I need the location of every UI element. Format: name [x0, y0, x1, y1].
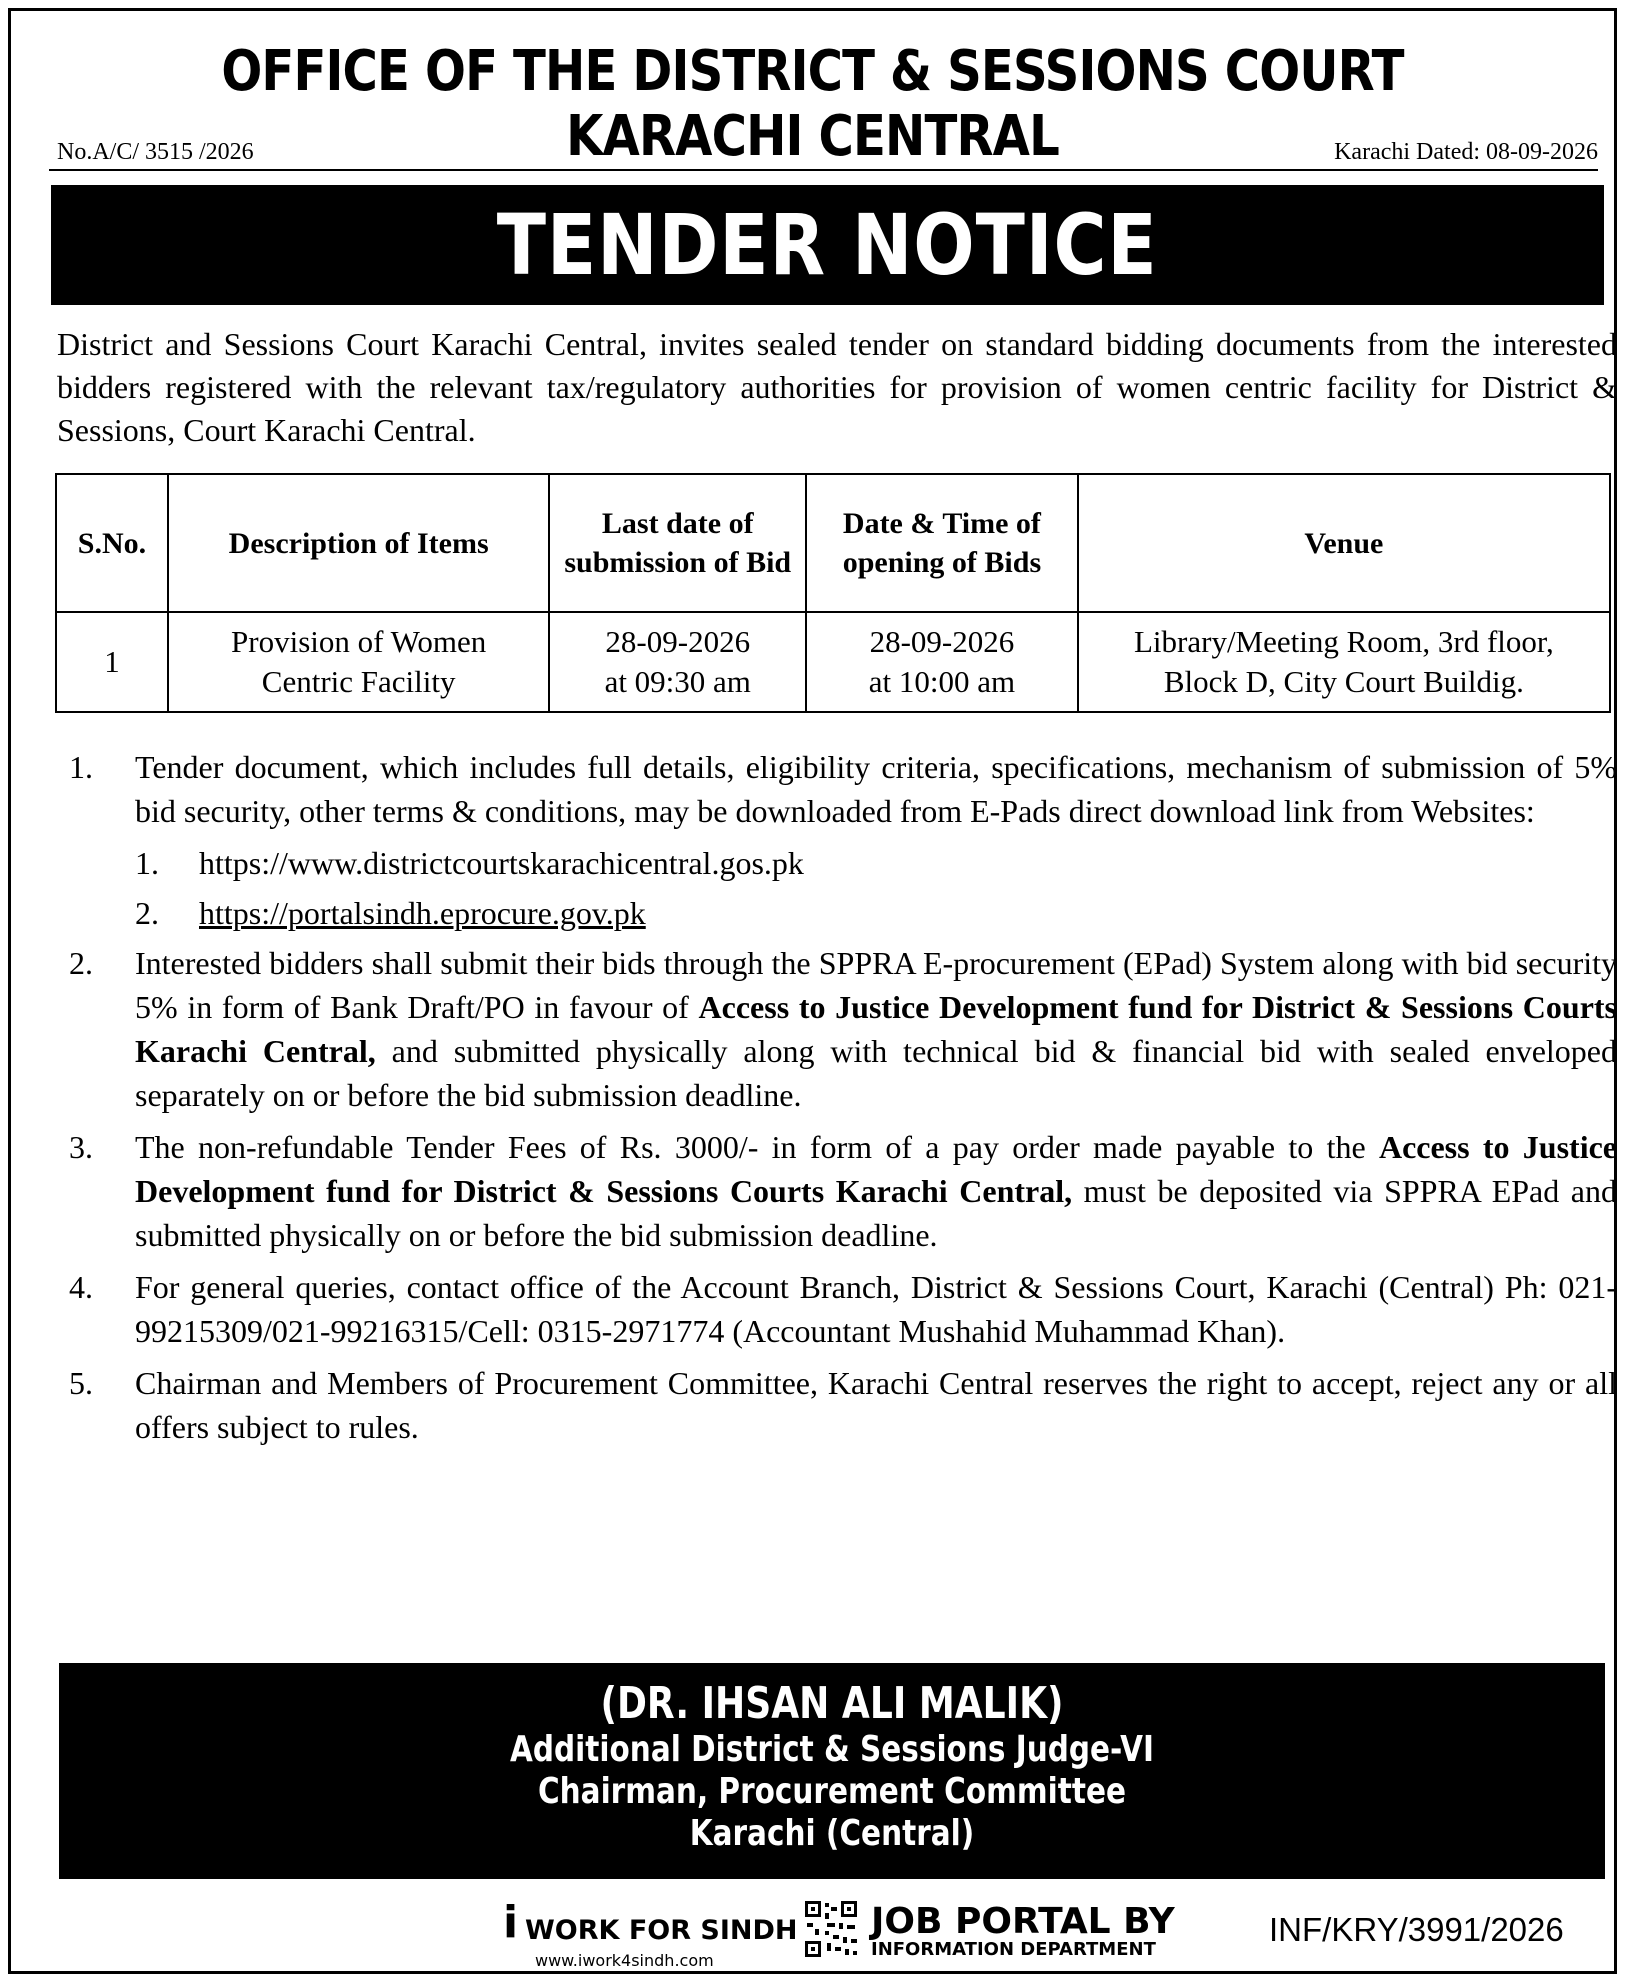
cell-opening [806, 612, 1078, 712]
cell-venue-l1: Library/Meeting Room, 3rd floor, [1133, 624, 1554, 659]
list-item [57, 1125, 1617, 1257]
header-venue: Venue [1078, 474, 1610, 612]
cell-sno: 1 [56, 612, 168, 712]
iwork-url[interactable]: www.iwork4sindh.com [535, 1951, 714, 1970]
tender-notice-banner [51, 185, 1604, 305]
header-description: Description of Items [168, 474, 549, 612]
signatory-title-2: Chairman, Procurement Committee [537, 1771, 1127, 1812]
item-number: 2. [69, 945, 93, 981]
cell-description-l1: Provision of Women [231, 624, 487, 659]
dated: Karachi Dated: 08-09-2026 [1334, 139, 1598, 165]
office-title: OFFICE OF THE DISTRICT & SESSIONS COURT KARACHI CENTRAL [221, 39, 1404, 169]
portal-title: JOB PORTAL BY [871, 1901, 1175, 1942]
website-link-item [57, 891, 1617, 935]
cell-description-l2: Centric Facility [261, 664, 456, 699]
cell-last-date-l1: 28-09-2026 [605, 624, 751, 659]
reference-row [49, 135, 1598, 171]
qr-code-icon [803, 1899, 859, 1959]
header-opening: Date & Time of opening of Bids [806, 474, 1078, 612]
cell-opening-l1: 28-09-2026 [869, 624, 1015, 659]
signatory-title-1: Additional District & Sessions Judge-VI [510, 1729, 1154, 1770]
intro-paragraph: District and Sessions Court Karachi Central, invites sealed tender on standard bidding documents from the interested bidders registered with the relevant tax/regulatory authorities for provision of women centric facility for District & Sessions, Court Karachi Central. [57, 326, 1617, 448]
cell-description [168, 612, 549, 712]
website-link-1[interactable]: https://www.districtcourtskarachicentral.gos.pk [199, 845, 804, 881]
cell-last-date [549, 612, 806, 712]
item-text: The non-refundable Tender Fees of Rs. 3000/- in form of a pay order made payable to the [135, 1129, 1379, 1165]
cell-last-date-l2: at 09:30 am [604, 664, 751, 699]
list-item [57, 941, 1617, 1117]
tender-table [55, 473, 1611, 713]
list-item [57, 1265, 1617, 1353]
header-last-date: Last date of submission of Bid [549, 474, 806, 612]
item-number: 3. [69, 1129, 93, 1165]
item-text: For general queries, contact office of the Account Branch, District & Sessions Court, Karachi (Central) Ph: 021-99215309/021-99216315/Cell: 0315-2971774 (Accountant Mushahid Muhammad Khan). [135, 1269, 1617, 1349]
iwork-title: WORK FOR SINDH [525, 1915, 798, 1946]
item-text-bold: Access to Justice Development fund for District & Sessions Courts Karachi Central, [135, 989, 1618, 1069]
cell-opening-l2: at 10:00 am [868, 664, 1016, 699]
link-number: 1. [135, 845, 159, 881]
job-portal-logo [871, 1903, 1175, 1959]
list-item [57, 1361, 1617, 1449]
terms-list [57, 745, 1617, 1457]
item-text: must be deposited via SPPRA EPad and submitted physically on or before the bid submission deadline. [135, 1173, 1618, 1253]
banner-text: TENDER NOTICE [497, 196, 1158, 294]
item-number: 4. [69, 1269, 93, 1305]
header-sno: S.No. [56, 474, 168, 612]
notice-page [8, 8, 1617, 1974]
item-number: 1. [69, 749, 93, 785]
item-number: 5. [69, 1365, 93, 1401]
item-text-bold: Access to Justice Development fund for District & Sessions Courts Karachi Central, [135, 1129, 1618, 1209]
signature-block [59, 1663, 1605, 1879]
inf-number: INF/KRY/3991/2026 [1269, 1911, 1564, 1948]
item-text: Interested bidders shall submit their bids through the SPPRA E-procurement (EPad) System along with bid security 5% in form of Bank Draft/PO in favour of [135, 945, 1617, 1025]
reference-number: No.A/C/ 3515 /2026 [57, 139, 254, 165]
link-number: 2. [135, 895, 159, 931]
portal-subtitle: INFORMATION DEPARTMENT [871, 1939, 1156, 1960]
iwork-i-icon: i [503, 1897, 519, 1948]
website-link-item [57, 841, 1617, 885]
item-text: Chairman and Members of Procurement Committee, Karachi Central reserves the right to accept, reject any or all offers subject to rules. [135, 1365, 1617, 1445]
signatory-name: (DR. IHSAN ALI MALIK) [600, 1678, 1064, 1729]
cell-venue [1078, 612, 1610, 712]
table-header-row [56, 474, 1610, 612]
item-text: and submitted physically along with technical bid & financial bid with sealed enveloped separately on or before the bid submission deadline. [135, 1033, 1618, 1113]
signatory-title-3: Karachi (Central) [689, 1813, 975, 1854]
table-row [56, 612, 1610, 712]
footer [11, 1897, 1614, 1970]
website-link-2[interactable]: https://portalsindh.eprocure.gov.pk [199, 895, 646, 931]
item-text: Tender document, which includes full details, eligibility criteria, specifications, mechanism of submission of 5% bid security, other terms & conditions, may be downloaded from E-Pads direct download link from Websites: [135, 749, 1617, 829]
cell-venue-l2: Block D, City Court Buildig. [1163, 664, 1524, 699]
list-item [57, 745, 1617, 833]
